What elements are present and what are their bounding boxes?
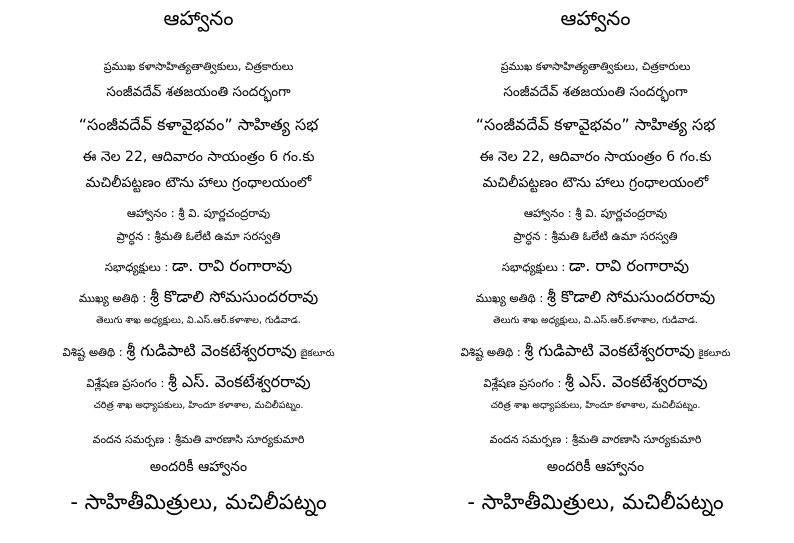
chief-guest-name: శ్రీ కొడాలి సోమసుందరరావు	[546, 287, 716, 306]
signature: - సాహితీమిత్రులు, మచిలీపట్నం	[467, 490, 724, 514]
welcome-label: ఆహ్వానం :	[126, 206, 175, 220]
all-welcome: అందరికీ ఆహ్వానం	[149, 459, 248, 475]
president-label: సభాధ్యక్షులు :	[104, 260, 169, 274]
chief-guest-name: శ్రీ కొడాలి సోమసుందరరావు	[149, 287, 319, 306]
thanks-row	[0, 434, 397, 445]
chief-guest-description: తెలుగు శాఖ అధ్యక్షులు, వి.ఎస్.ఆర్.కళాశాల, గుడివాడ.	[96, 315, 301, 326]
event-name: “సంజీవదేవ్ కళావైభవం” సాహిత్య సభ	[475, 115, 716, 134]
prayer-row	[397, 231, 794, 243]
special-guest-row	[397, 343, 794, 359]
prayer-name: శ్రీమతి ఓలేటి ఉమా సరస్వతి	[154, 229, 281, 243]
chief-guest-description: తెలుగు శాఖ అధ్యక్షులు, వి.ఎస్.ఆర్.కళాశాల, గుడివాడ.	[493, 315, 698, 326]
welcome-label: ఆహ్వానం :	[523, 206, 572, 220]
special-guest-label: విశిష్ట అతిథి :	[62, 345, 123, 359]
invitation-right	[397, 0, 794, 543]
special-guest-place: బైకలూరు	[300, 348, 335, 359]
chief-guest-row	[0, 289, 397, 305]
analysis-row	[0, 374, 397, 390]
president-name: డా. రావి రంగారావు	[568, 256, 690, 275]
organizers-line: ప్రముఖ కళాసాహిత్యతాత్వికులు, చిత్రకారులు	[103, 60, 294, 73]
welcome-name: శ్రీ వి. పూర్ణచంద్రరావు	[575, 206, 668, 220]
analysis-description: చరిత్ర శాఖ అధ్యాపకులు, హిందూ కళాశాల, మచిలీపట్నం.	[93, 400, 304, 411]
all-welcome: అందరికీ ఆహ్వానం	[546, 459, 645, 475]
venue-line: మచిలీపట్టణం టౌను హాలు గ్రంధాలయంలో	[482, 175, 709, 191]
special-guest-row	[0, 343, 397, 359]
invitation-title: ఆహ్వానం	[560, 6, 631, 30]
signature: - సాహితీమిత్రులు, మచిలీపట్నం	[70, 490, 327, 514]
analysis-label: విశ్లేషణ ప్రసంగం :	[86, 376, 165, 390]
president-row	[397, 258, 794, 274]
analysis-description: చరిత్ర శాఖ అధ్యాపకులు, హిందూ కళాశాల, మచిలీపట్నం.	[490, 400, 701, 411]
thanks-name: శ్రీమతి వారణాసి సూర్యకుమారి	[571, 433, 702, 446]
chief-guest-label: ముఖ్య అతిథి :	[78, 291, 147, 305]
analysis-name: శ్రీ ఎస్. వెంకటేశ్వరరావు	[168, 372, 311, 391]
thanks-label: వందన సమర్పణ :	[92, 433, 172, 446]
chief-guest-label: ముఖ్య అతిథి :	[475, 291, 544, 305]
occasion-line: సంజీవదేవ్ శతజయంతి సందర్భంగా	[106, 84, 291, 100]
president-row	[0, 258, 397, 274]
welcome-row	[0, 208, 397, 220]
date-time-line: ఈ నెల 22, ఆదివారం సాయంత్రం 6 గం.కు	[479, 149, 712, 165]
invitation-title: ఆహ్వానం	[163, 6, 234, 30]
venue-line: మచిలీపట్టణం టౌను హాలు గ్రంధాలయంలో	[85, 175, 312, 191]
prayer-label: ప్రార్ధన :	[513, 229, 548, 243]
date-time-line: ఈ నెల 22, ఆదివారం సాయంత్రం 6 గం.కు	[82, 149, 315, 165]
chief-guest-row	[397, 289, 794, 305]
welcome-row	[397, 208, 794, 220]
special-guest-name: శ్రీ గుడిపాటి వెంకటేశ్వరరావు	[524, 341, 695, 360]
special-guest-name: శ్రీ గుడిపాటి వెంకటేశ్వరరావు	[126, 341, 297, 360]
special-guest-label: విశిష్ట అతిథి :	[460, 345, 521, 359]
analysis-label: విశ్లేషణ ప్రసంగం :	[483, 376, 562, 390]
prayer-row	[0, 231, 397, 243]
prayer-label: ప్రార్ధన :	[116, 229, 151, 243]
special-guest-place: కైకలూరు	[698, 348, 731, 359]
president-name: డా. రావి రంగారావు	[171, 256, 293, 275]
welcome-name: శ్రీ వి. పూర్ణచంద్రరావు	[178, 206, 271, 220]
thanks-row	[397, 434, 794, 445]
analysis-name: శ్రీ ఎస్. వెంకటేశ్వరరావు	[565, 372, 708, 391]
prayer-name: శ్రీమతి ఓలేటి ఉమా సరస్వతి	[551, 229, 678, 243]
occasion-line: సంజీవదేవ్ శతజయంతి సందర్భంగా	[503, 84, 688, 100]
analysis-row	[397, 374, 794, 390]
event-name: “సంజీవదేవ్ కళావైభవం” సాహిత్య సభ	[78, 115, 319, 134]
thanks-name: శ్రీమతి వారణాసి సూర్యకుమారి	[174, 433, 305, 446]
thanks-label: వందన సమర్పణ :	[489, 433, 569, 446]
organizers-line: ప్రముఖ కళాసాహిత్యతాత్వికులు, చిత్రకారులు	[500, 60, 691, 73]
president-label: సభాధ్యక్షులు :	[501, 260, 566, 274]
